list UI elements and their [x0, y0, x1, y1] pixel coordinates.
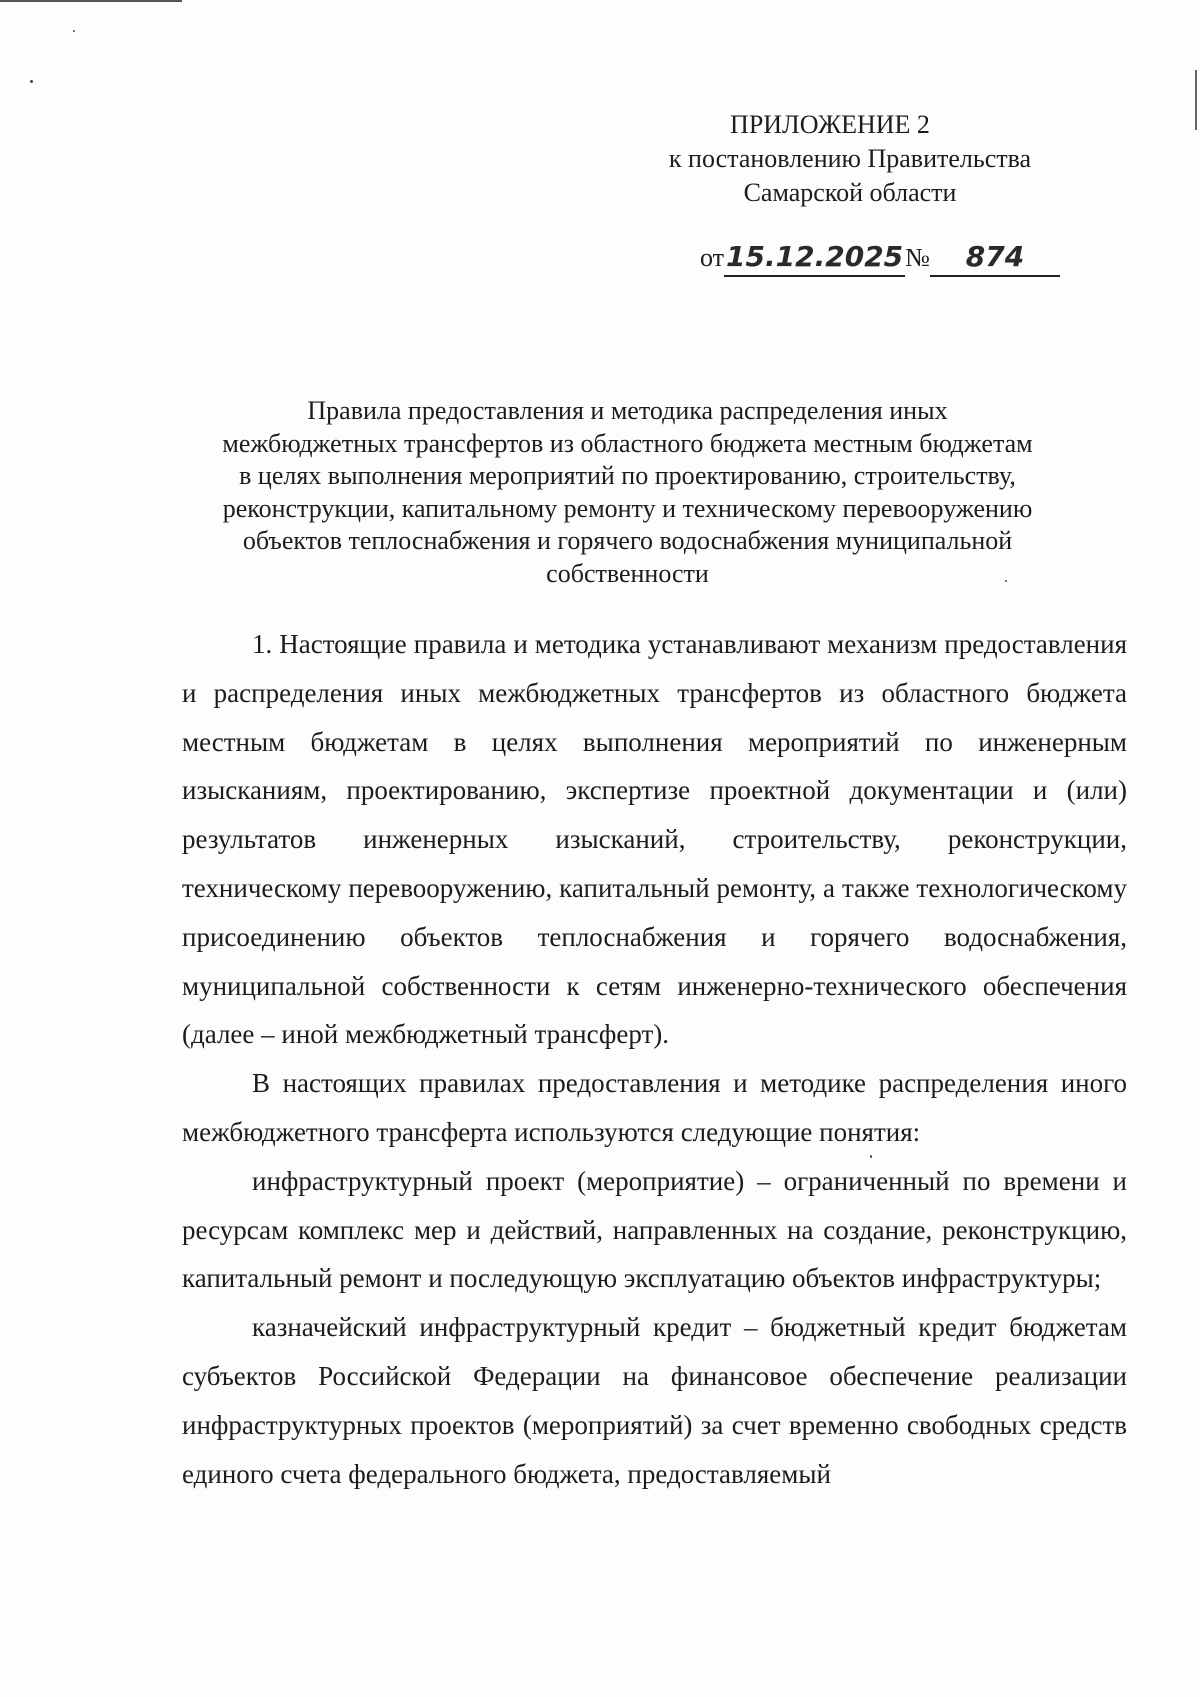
appendix-title: ПРИЛОЖЕНИЕ 2: [730, 110, 930, 139]
scan-speck: [73, 30, 75, 32]
title-line: Правила предоставления и методика распределения иных: [307, 396, 948, 425]
title-line: межбюджетных трансфертов из областного бюджета местным бюджетам: [222, 428, 1033, 458]
title-line: в целях выполнения мероприятий по проектированию, строительству,: [239, 461, 1016, 490]
scan-speck: [30, 80, 33, 83]
paragraph-definitions-intro: В настоящих правилах предоставления и методике распределения иного межбюджетного трансферта используются следующие понятия:: [182, 1068, 1127, 1147]
scan-edge-line: [0, 0, 182, 2]
appendix-header: [620, 108, 1080, 210]
handwritten-date: 15.12.2025: [726, 240, 904, 273]
title-line: собственности: [546, 558, 709, 588]
paragraph-definition-treasury-credit: казначейский инфраструктурный кредит – бюджетный кредит бюджетам субъектов Российской Федерации на финансовое обеспечение реализации инфраструктурных проектов (мероприятий) за счет временно свободных средств единого счета федерального бюджета, предоставляемый: [182, 1312, 1127, 1489]
scan-edge-mark: [1195, 70, 1197, 130]
title-line: объектов теплоснабжения и горячего водоснабжения муниципальной: [242, 526, 1013, 555]
paragraph-definition-infrastructure-project: инфраструктурный проект (мероприятие) – ограниченный по времени и ресурсам комплекс мер и действий, направленных на создание, реконструкцию, капитальный ремонт и последующую эксплуатацию объектов инфраструктуры;: [182, 1165, 1127, 1294]
document-body: [182, 620, 1127, 1498]
paragraph-1: 1. Настоящие правила и методика устанавливают механизм предоставления и распределения иных межбюджетных трансфертов из областного бюджета местным бюджетам в целях выполнения мероприятий по инженерным изысканиям, проектированию, экспертизе проектной документации и (или) результатов инженерных изысканий, строительству, реконструкции, техническому перевооружению, капитальный ремонту, а также технологическому присоединению объектов теплоснабжения и горячего водоснабжения, муниципальной собственности к сетям инженерно-технического обеспечения (далее – иной межбюджетный трансферт).: [182, 629, 1127, 1050]
title-line: реконструкции, капитальному ремонту и техническому перевооружению: [222, 493, 1033, 523]
handwritten-number: 874: [965, 240, 1025, 273]
number-label: №: [905, 243, 930, 272]
from-label: от: [700, 243, 725, 272]
document-title: [160, 395, 1095, 590]
decree-date-number: [700, 240, 1060, 277]
appendix-line-region: Самарской области: [743, 178, 957, 207]
appendix-line-decree: к постановлению Правительства: [668, 144, 1032, 173]
